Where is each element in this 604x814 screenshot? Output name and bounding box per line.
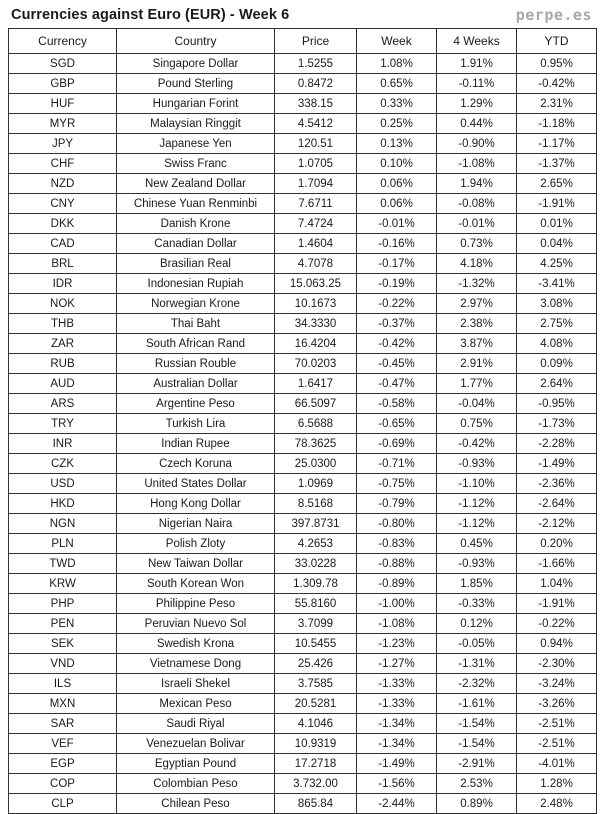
cell-4weeks-change: 0.75% [437, 414, 517, 434]
cell-ytd-change: 2.64% [517, 374, 597, 394]
cell-ytd-change: -2.64% [517, 494, 597, 514]
table-row [9, 254, 597, 274]
cell-currency: ZAR [9, 334, 117, 354]
table-row [9, 174, 597, 194]
cell-week-change: -1.27% [357, 654, 437, 674]
cell-week-change: -0.01% [357, 214, 437, 234]
cell-ytd-change: 2.65% [517, 174, 597, 194]
cell-4weeks-change: 2.38% [437, 314, 517, 334]
cell-week-change: -0.88% [357, 554, 437, 574]
cell-4weeks-change: -0.11% [437, 74, 517, 94]
cell-country: South African Rand [117, 334, 275, 354]
cell-price: 25.426 [275, 654, 357, 674]
cell-country: Indonesian Rupiah [117, 274, 275, 294]
cell-week-change: -1.56% [357, 774, 437, 794]
table-row [9, 314, 597, 334]
table-row [9, 274, 597, 294]
cell-country: United States Dollar [117, 474, 275, 494]
table-row [9, 774, 597, 794]
cell-ytd-change: -0.95% [517, 394, 597, 414]
cell-ytd-change: -2.28% [517, 434, 597, 454]
cell-currency: PHP [9, 594, 117, 614]
table-row [9, 194, 597, 214]
table-row [9, 354, 597, 374]
cell-country: Thai Baht [117, 314, 275, 334]
cell-week-change: -0.58% [357, 394, 437, 414]
cell-4weeks-change: -0.93% [437, 454, 517, 474]
column-header-price: Price [275, 29, 357, 54]
cell-country: Brasilian Real [117, 254, 275, 274]
cell-currency: USD [9, 474, 117, 494]
cell-currency: RUB [9, 354, 117, 374]
cell-4weeks-change: -1.61% [437, 694, 517, 714]
cell-price: 15.063.25 [275, 274, 357, 294]
cell-ytd-change: -1.66% [517, 554, 597, 574]
cell-currency: PEN [9, 614, 117, 634]
cell-ytd-change: 0.95% [517, 54, 597, 74]
cell-4weeks-change: 0.44% [437, 114, 517, 134]
cell-country: Norwegian Krone [117, 294, 275, 314]
cell-week-change: -0.65% [357, 414, 437, 434]
cell-ytd-change: -1.49% [517, 454, 597, 474]
cell-week-change: -0.89% [357, 574, 437, 594]
cell-4weeks-change: -1.54% [437, 734, 517, 754]
cell-4weeks-change: 4.18% [437, 254, 517, 274]
table-row [9, 794, 597, 814]
cell-4weeks-change: 2.91% [437, 354, 517, 374]
cell-country: Saudi Riyal [117, 714, 275, 734]
table-row [9, 154, 597, 174]
table-row [9, 514, 597, 534]
cell-price: 3.7585 [275, 674, 357, 694]
cell-price: 17.2718 [275, 754, 357, 774]
cell-country: Turkish Lira [117, 414, 275, 434]
cell-price: 3.732.00 [275, 774, 357, 794]
table-row [9, 374, 597, 394]
cell-country: Chilean Peso [117, 794, 275, 814]
cell-4weeks-change: -1.32% [437, 274, 517, 294]
cell-week-change: 0.06% [357, 194, 437, 214]
table-row [9, 394, 597, 414]
cell-4weeks-change: 3.87% [437, 334, 517, 354]
table-row [9, 494, 597, 514]
cell-week-change: -0.75% [357, 474, 437, 494]
cell-price: 33.0228 [275, 554, 357, 574]
table-row [9, 474, 597, 494]
cell-ytd-change: -2.12% [517, 514, 597, 534]
cell-price: 20.5281 [275, 694, 357, 714]
header [8, 4, 596, 28]
cell-price: 120.51 [275, 134, 357, 154]
cell-4weeks-change: 2.97% [437, 294, 517, 314]
cell-price: 1.0705 [275, 154, 357, 174]
table-row [9, 614, 597, 634]
cell-ytd-change: 0.94% [517, 634, 597, 654]
cell-4weeks-change: -1.12% [437, 494, 517, 514]
cell-week-change: -1.34% [357, 734, 437, 754]
cell-country: Pound Sterling [117, 74, 275, 94]
cell-4weeks-change: 0.89% [437, 794, 517, 814]
cell-4weeks-change: -1.12% [437, 514, 517, 534]
table-row [9, 654, 597, 674]
cell-country: Australian Dollar [117, 374, 275, 394]
cell-currency: NGN [9, 514, 117, 534]
cell-currency: VEF [9, 734, 117, 754]
cell-country: Colombian Peso [117, 774, 275, 794]
cell-country: Israeli Shekel [117, 674, 275, 694]
cell-4weeks-change: 0.73% [437, 234, 517, 254]
table-row [9, 334, 597, 354]
cell-price: 4.1046 [275, 714, 357, 734]
cell-country: Japanese Yen [117, 134, 275, 154]
cell-price: 1.7094 [275, 174, 357, 194]
cell-currency: HKD [9, 494, 117, 514]
table-row [9, 454, 597, 474]
cell-price: 25.0300 [275, 454, 357, 474]
cell-country: Swiss Franc [117, 154, 275, 174]
table-row [9, 414, 597, 434]
cell-price: 1.5255 [275, 54, 357, 74]
cell-currency: HUF [9, 94, 117, 114]
cell-currency: BRL [9, 254, 117, 274]
cell-price: 4.5412 [275, 114, 357, 134]
cell-currency: ILS [9, 674, 117, 694]
cell-currency: THB [9, 314, 117, 334]
cell-week-change: -0.69% [357, 434, 437, 454]
cell-ytd-change: 0.04% [517, 234, 597, 254]
cell-4weeks-change: 2.53% [437, 774, 517, 794]
cell-4weeks-change: 1.85% [437, 574, 517, 594]
cell-price: 865.84 [275, 794, 357, 814]
cell-price: 1.0969 [275, 474, 357, 494]
cell-4weeks-change: -0.01% [437, 214, 517, 234]
cell-ytd-change: -2.51% [517, 734, 597, 754]
table-row [9, 54, 597, 74]
cell-country: Indian Rupee [117, 434, 275, 454]
cell-currency: COP [9, 774, 117, 794]
cell-country: Canadian Dollar [117, 234, 275, 254]
cell-week-change: -1.33% [357, 694, 437, 714]
cell-price: 55.8160 [275, 594, 357, 614]
cell-ytd-change: 1.04% [517, 574, 597, 594]
cell-currency: ARS [9, 394, 117, 414]
table-row [9, 234, 597, 254]
cell-country: Egyptian Pound [117, 754, 275, 774]
cell-week-change: -1.08% [357, 614, 437, 634]
cell-currency: CHF [9, 154, 117, 174]
cell-ytd-change: -1.37% [517, 154, 597, 174]
cell-4weeks-change: -0.93% [437, 554, 517, 574]
cell-ytd-change: 0.09% [517, 354, 597, 374]
cell-week-change: -1.33% [357, 674, 437, 694]
cell-currency: SGD [9, 54, 117, 74]
currencies-table [8, 28, 597, 814]
column-header-currency: Currency [9, 29, 117, 54]
cell-week-change: -2.44% [357, 794, 437, 814]
cell-currency: CZK [9, 454, 117, 474]
cell-4weeks-change: -2.32% [437, 674, 517, 694]
cell-week-change: -0.16% [357, 234, 437, 254]
cell-ytd-change: 1.28% [517, 774, 597, 794]
cell-week-change: -0.45% [357, 354, 437, 374]
cell-country: Polish Zloty [117, 534, 275, 554]
cell-4weeks-change: 1.29% [437, 94, 517, 114]
table-row [9, 694, 597, 714]
cell-price: 16.4204 [275, 334, 357, 354]
table-row [9, 74, 597, 94]
cell-currency: SEK [9, 634, 117, 654]
cell-currency: INR [9, 434, 117, 454]
cell-country: Venezuelan Bolivar [117, 734, 275, 754]
cell-week-change: 0.65% [357, 74, 437, 94]
cell-country: Swedish Krona [117, 634, 275, 654]
cell-currency: AUD [9, 374, 117, 394]
column-header-country: Country [117, 29, 275, 54]
cell-currency: IDR [9, 274, 117, 294]
cell-4weeks-change: 1.77% [437, 374, 517, 394]
cell-week-change: -0.47% [357, 374, 437, 394]
cell-price: 1.6417 [275, 374, 357, 394]
cell-week-change: -0.83% [357, 534, 437, 554]
cell-price: 10.9319 [275, 734, 357, 754]
cell-country: South Korean Won [117, 574, 275, 594]
cell-currency: SAR [9, 714, 117, 734]
cell-country: Malaysian Ringgit [117, 114, 275, 134]
table-row [9, 434, 597, 454]
table-row [9, 534, 597, 554]
cell-country: Argentine Peso [117, 394, 275, 414]
watermark-logo: perpe.es [515, 6, 592, 24]
cell-ytd-change: -2.51% [517, 714, 597, 734]
table-row [9, 94, 597, 114]
cell-week-change: 0.13% [357, 134, 437, 154]
cell-currency: TRY [9, 414, 117, 434]
table-row [9, 554, 597, 574]
cell-week-change: -0.42% [357, 334, 437, 354]
cell-ytd-change: -3.41% [517, 274, 597, 294]
cell-week-change: -1.23% [357, 634, 437, 654]
cell-4weeks-change: -1.08% [437, 154, 517, 174]
cell-ytd-change: -0.22% [517, 614, 597, 634]
cell-4weeks-change: 0.12% [437, 614, 517, 634]
cell-4weeks-change: -0.33% [437, 594, 517, 614]
cell-week-change: 0.33% [357, 94, 437, 114]
cell-price: 7.6711 [275, 194, 357, 214]
cell-currency: CAD [9, 234, 117, 254]
cell-ytd-change: -0.42% [517, 74, 597, 94]
cell-currency: DKK [9, 214, 117, 234]
cell-week-change: -0.19% [357, 274, 437, 294]
cell-currency: GBP [9, 74, 117, 94]
cell-country: Danish Krone [117, 214, 275, 234]
cell-currency: NZD [9, 174, 117, 194]
cell-price: 8.5168 [275, 494, 357, 514]
cell-ytd-change: -1.91% [517, 194, 597, 214]
cell-currency: EGP [9, 754, 117, 774]
cell-ytd-change: -1.18% [517, 114, 597, 134]
cell-ytd-change: -2.36% [517, 474, 597, 494]
cell-price: 66.5097 [275, 394, 357, 414]
cell-ytd-change: 0.01% [517, 214, 597, 234]
cell-price: 78.3625 [275, 434, 357, 454]
cell-week-change: -0.80% [357, 514, 437, 534]
cell-currency: MXN [9, 694, 117, 714]
table-body [9, 54, 597, 814]
table-row [9, 594, 597, 614]
cell-price: 1.309.78 [275, 574, 357, 594]
cell-country: Nigerian Naira [117, 514, 275, 534]
cell-currency: CNY [9, 194, 117, 214]
cell-country: Singapore Dollar [117, 54, 275, 74]
cell-ytd-change: 4.25% [517, 254, 597, 274]
cell-week-change: -0.79% [357, 494, 437, 514]
cell-4weeks-change: 1.91% [437, 54, 517, 74]
cell-country: New Zealand Dollar [117, 174, 275, 194]
page-title: Currencies against Euro (EUR) - Week 6 [11, 7, 290, 23]
table-row [9, 634, 597, 654]
cell-ytd-change: 3.08% [517, 294, 597, 314]
table-row [9, 734, 597, 754]
cell-price: 70.0203 [275, 354, 357, 374]
cell-country: Philippine Peso [117, 594, 275, 614]
column-header-week: Week [357, 29, 437, 54]
cell-week-change: 0.10% [357, 154, 437, 174]
cell-4weeks-change: -0.08% [437, 194, 517, 214]
cell-price: 10.5455 [275, 634, 357, 654]
cell-ytd-change: -1.91% [517, 594, 597, 614]
cell-ytd-change: -1.73% [517, 414, 597, 434]
cell-currency: TWD [9, 554, 117, 574]
cell-week-change: -0.37% [357, 314, 437, 334]
column-header-ytd: YTD [517, 29, 597, 54]
cell-week-change: -1.34% [357, 714, 437, 734]
cell-country: Mexican Peso [117, 694, 275, 714]
cell-country: Czech Koruna [117, 454, 275, 474]
cell-currency: VND [9, 654, 117, 674]
cell-price: 6.5688 [275, 414, 357, 434]
cell-week-change: -1.00% [357, 594, 437, 614]
cell-price: 0.8472 [275, 74, 357, 94]
table-row [9, 714, 597, 734]
cell-currency: KRW [9, 574, 117, 594]
cell-4weeks-change: -0.04% [437, 394, 517, 414]
cell-4weeks-change: -1.54% [437, 714, 517, 734]
cell-price: 7.4724 [275, 214, 357, 234]
cell-price: 397.8731 [275, 514, 357, 534]
cell-price: 1.4604 [275, 234, 357, 254]
cell-week-change: 0.06% [357, 174, 437, 194]
cell-ytd-change: -1.17% [517, 134, 597, 154]
cell-price: 3.7099 [275, 614, 357, 634]
cell-ytd-change: -3.26% [517, 694, 597, 714]
table-row [9, 574, 597, 594]
cell-week-change: -0.17% [357, 254, 437, 274]
cell-week-change: 1.08% [357, 54, 437, 74]
cell-week-change: -1.49% [357, 754, 437, 774]
table-header-row [9, 29, 597, 54]
cell-4weeks-change: -1.31% [437, 654, 517, 674]
cell-4weeks-change: -0.42% [437, 434, 517, 454]
cell-currency: NOK [9, 294, 117, 314]
cell-country: New Taiwan Dollar [117, 554, 275, 574]
cell-ytd-change: -3.24% [517, 674, 597, 694]
cell-price: 4.7078 [275, 254, 357, 274]
table-row [9, 114, 597, 134]
cell-price: 34.3330 [275, 314, 357, 334]
cell-price: 338.15 [275, 94, 357, 114]
cell-country: Russian Rouble [117, 354, 275, 374]
cell-4weeks-change: -1.10% [437, 474, 517, 494]
table-row [9, 754, 597, 774]
cell-4weeks-change: 0.45% [437, 534, 517, 554]
table-header [9, 29, 597, 54]
cell-currency: MYR [9, 114, 117, 134]
cell-country: Hong Kong Dollar [117, 494, 275, 514]
cell-ytd-change: 2.48% [517, 794, 597, 814]
cell-ytd-change: -4.01% [517, 754, 597, 774]
cell-price: 10.1673 [275, 294, 357, 314]
cell-ytd-change: 2.75% [517, 314, 597, 334]
table-row [9, 214, 597, 234]
cell-4weeks-change: 1.94% [437, 174, 517, 194]
cell-currency: CLP [9, 794, 117, 814]
table-row [9, 134, 597, 154]
cell-country: Hungarian Forint [117, 94, 275, 114]
cell-price: 4.2653 [275, 534, 357, 554]
table-row [9, 294, 597, 314]
cell-ytd-change: 4.08% [517, 334, 597, 354]
cell-ytd-change: 2.31% [517, 94, 597, 114]
cell-country: Vietnamese Dong [117, 654, 275, 674]
cell-currency: JPY [9, 134, 117, 154]
cell-ytd-change: 0.20% [517, 534, 597, 554]
cell-4weeks-change: -0.90% [437, 134, 517, 154]
column-header-4weeks: 4 Weeks [437, 29, 517, 54]
cell-week-change: -0.71% [357, 454, 437, 474]
cell-week-change: 0.25% [357, 114, 437, 134]
cell-country: Chinese Yuan Renminbi [117, 194, 275, 214]
cell-currency: PLN [9, 534, 117, 554]
cell-week-change: -0.22% [357, 294, 437, 314]
cell-4weeks-change: -2.91% [437, 754, 517, 774]
cell-ytd-change: -2.30% [517, 654, 597, 674]
cell-4weeks-change: -0.05% [437, 634, 517, 654]
cell-country: Peruvian Nuevo Sol [117, 614, 275, 634]
table-row [9, 674, 597, 694]
